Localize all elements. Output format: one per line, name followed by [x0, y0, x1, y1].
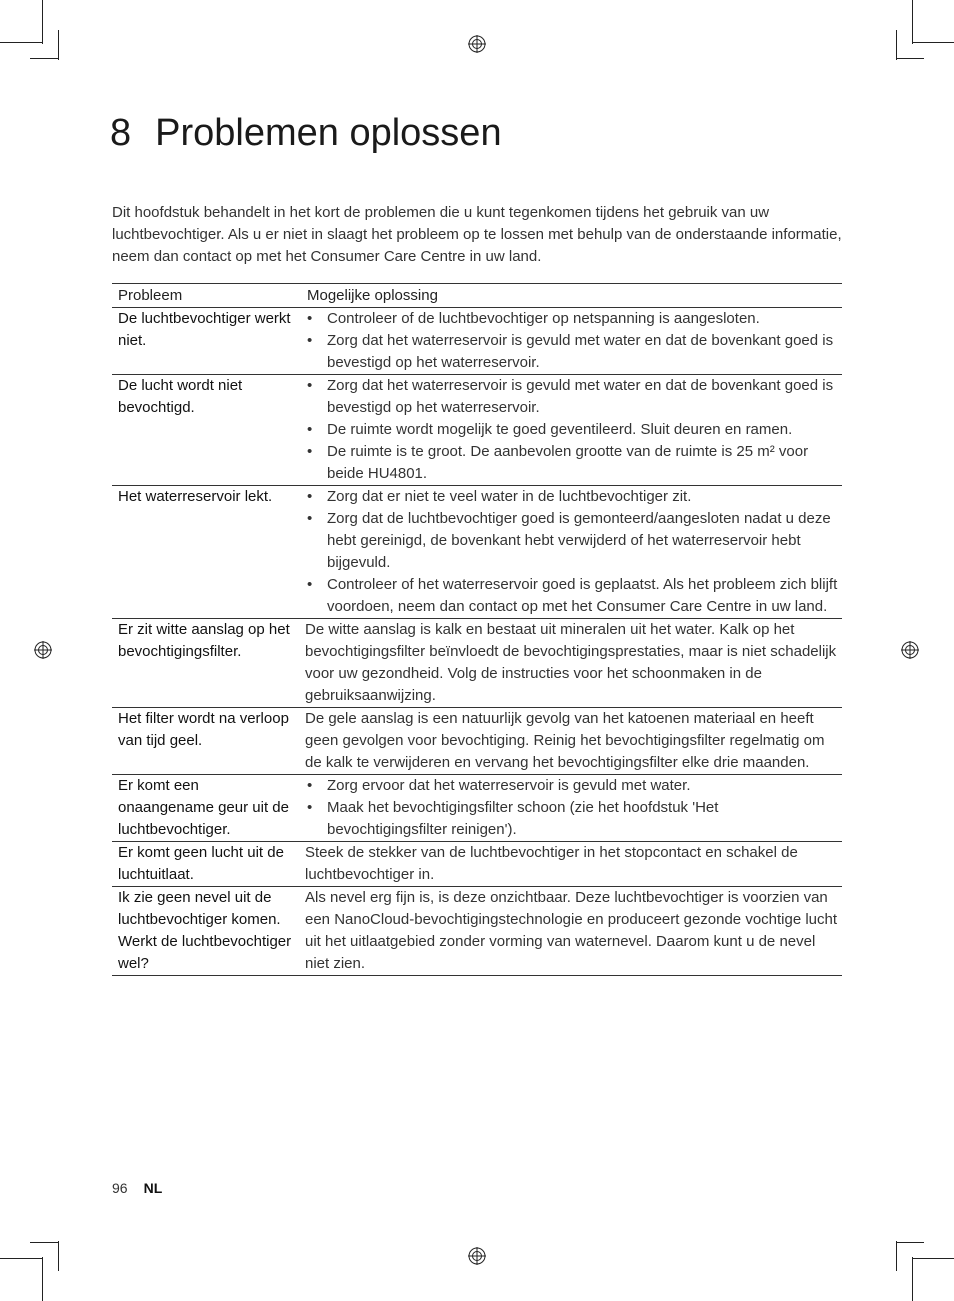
table-header-row: [112, 284, 842, 308]
crop-mark: [912, 1257, 913, 1301]
table-row: [112, 708, 842, 775]
solution-cell: [301, 375, 842, 486]
chapter-title-text: Problemen oplossen: [155, 112, 502, 154]
crop-mark: [0, 42, 42, 43]
crop-mark: [912, 1258, 954, 1259]
solution-list: [305, 308, 838, 374]
crop-mark: [42, 0, 43, 44]
table-row: [112, 486, 842, 619]
crop-mark: [0, 1258, 42, 1259]
language-code: NL: [143, 1180, 163, 1196]
crop-mark: [912, 42, 954, 43]
crop-mark: [30, 1242, 58, 1243]
crop-mark: [912, 0, 913, 44]
crop-mark: [30, 58, 58, 59]
problem-cell: Er komt een onaangename geur uit de luchtbevochtiger.: [112, 775, 301, 842]
solution-item: • Zorg dat het waterreservoir is gevuld met water en dat de bovenkant goed is bevestigd op het waterreservoir.: [305, 330, 838, 374]
chapter-title: [110, 112, 502, 155]
solution-item: • Zorg ervoor dat het waterreservoir is gevuld met water.: [305, 775, 838, 797]
table-row: [112, 375, 842, 486]
problem-cell: Er zit witte aanslag op het bevochtigingsfilter.: [112, 619, 301, 708]
problem-cell: Het filter wordt na verloop van tijd geel.: [112, 708, 301, 775]
problem-cell: Ik zie geen nevel uit de luchtbevochtiger komen. Werkt de luchtbevochtiger wel?: [112, 887, 301, 976]
registration-mark-icon: [468, 1247, 486, 1265]
chapter-number: 8: [110, 112, 132, 154]
solution-list: [305, 375, 838, 485]
solution-item: • De ruimte wordt mogelijk te goed geventileerd. Sluit deuren en ramen.: [305, 419, 838, 441]
page-number: 96: [112, 1180, 128, 1196]
solution-item: • Maak het bevochtigingsfilter schoon (zie het hoofdstuk 'Het bevochtigingsfilter reinigen').: [305, 797, 838, 841]
crop-mark: [42, 1257, 43, 1301]
solution-item: • Zorg dat het waterreservoir is gevuld met water en dat de bovenkant goed is bevestigd op het waterreservoir.: [305, 375, 838, 419]
solution-text: De witte aanslag is kalk en bestaat uit mineralen uit het water. Kalk op het bevochtigingsfilter beïnvloedt de bevochtigingsprestaties, maar is niet schadelijk voor uw gezondheid. Volg de instructies voor het schoonmaken in de gebruiksaanwijzing.: [305, 621, 837, 704]
solution-list: [305, 775, 838, 841]
solution-cell: [301, 708, 842, 775]
table-row: [112, 775, 842, 842]
registration-mark-icon: [901, 641, 919, 659]
problem-cell: De lucht wordt niet bevochtigd.: [112, 375, 301, 486]
problem-cell: De luchtbevochtiger werkt niet.: [112, 308, 301, 375]
table-row: [112, 308, 842, 375]
solution-text: Steek de stekker van de luchtbevochtiger in het stopcontact en schakel de luchtbevochtiger in.: [305, 844, 798, 883]
solution-item: • Controleer of de luchtbevochtiger op netspanning is aangesloten.: [305, 308, 838, 330]
solution-text: De gele aanslag is een natuurlijk gevolg van het katoenen materiaal en heeft geen gevolgen voor bevochtiging. Reinig het bevochtigingsfilter regelmatig om de kalk te verwijderen en vervang het bevochtigingsfilter elke drie maanden.: [305, 710, 825, 771]
solution-cell: [301, 887, 842, 976]
crop-mark: [896, 1242, 924, 1243]
solution-text: Als nevel erg fijn is, is deze onzichtbaar. Deze luchtbevochtiger is voorzien van een NanoCloud-bevochtigingstechnologie en produceert gezonde vochtige lucht uit het uitlaatgebied zonder vorming van waternevel. Daarom kunt u de nevel niet zien.: [305, 889, 838, 972]
troubleshooting-table: [112, 283, 842, 976]
problem-cell: Er komt geen lucht uit de luchtuitlaat.: [112, 842, 301, 887]
crop-mark: [58, 30, 59, 60]
registration-mark-icon: [34, 641, 52, 659]
crop-mark: [896, 1241, 897, 1271]
solution-cell: [301, 842, 842, 887]
table-row: [112, 619, 842, 708]
crop-mark: [896, 58, 924, 59]
solution-cell: [301, 775, 842, 842]
crop-mark: [58, 1241, 59, 1271]
column-header-problem: Probleem: [112, 284, 301, 308]
solution-cell: [301, 308, 842, 375]
solution-item: • Zorg dat er niet te veel water in de luchtbevochtiger zit.: [305, 486, 838, 508]
solution-list: [305, 486, 838, 618]
problem-cell: Het waterreservoir lekt.: [112, 486, 301, 619]
solution-cell: [301, 619, 842, 708]
column-header-solution: Mogelijke oplossing: [301, 284, 842, 308]
solution-item: • De ruimte is te groot. De aanbevolen grootte van de ruimte is 25 m² voor beide HU4801.: [305, 441, 838, 485]
registration-mark-icon: [468, 35, 486, 53]
solution-cell: [301, 486, 842, 619]
table-row: [112, 887, 842, 976]
solution-item: • Controleer of het waterreservoir goed is geplaatst. Als het probleem zich blijft voordoen, neem dan contact op met het Consumer Care Centre in uw land.: [305, 574, 838, 618]
table-row: [112, 842, 842, 887]
page-footer: [112, 1180, 162, 1196]
intro-paragraph: Dit hoofdstuk behandelt in het kort de problemen die u kunt tegenkomen tijdens het gebruik van uw luchtbevochtiger. Als u er niet in slaagt het probleem op te lossen met behulp van de onderstaande informatie, neem dan contact op met het Consumer Care Centre in uw land.: [112, 204, 842, 265]
crop-mark: [896, 30, 897, 60]
solution-item: • Zorg dat de luchtbevochtiger goed is gemonteerd/aangesloten nadat u deze hebt gereinigd, de bovenkant hebt verwijderd of het waterreservoir hebt bijgevuld.: [305, 508, 838, 574]
